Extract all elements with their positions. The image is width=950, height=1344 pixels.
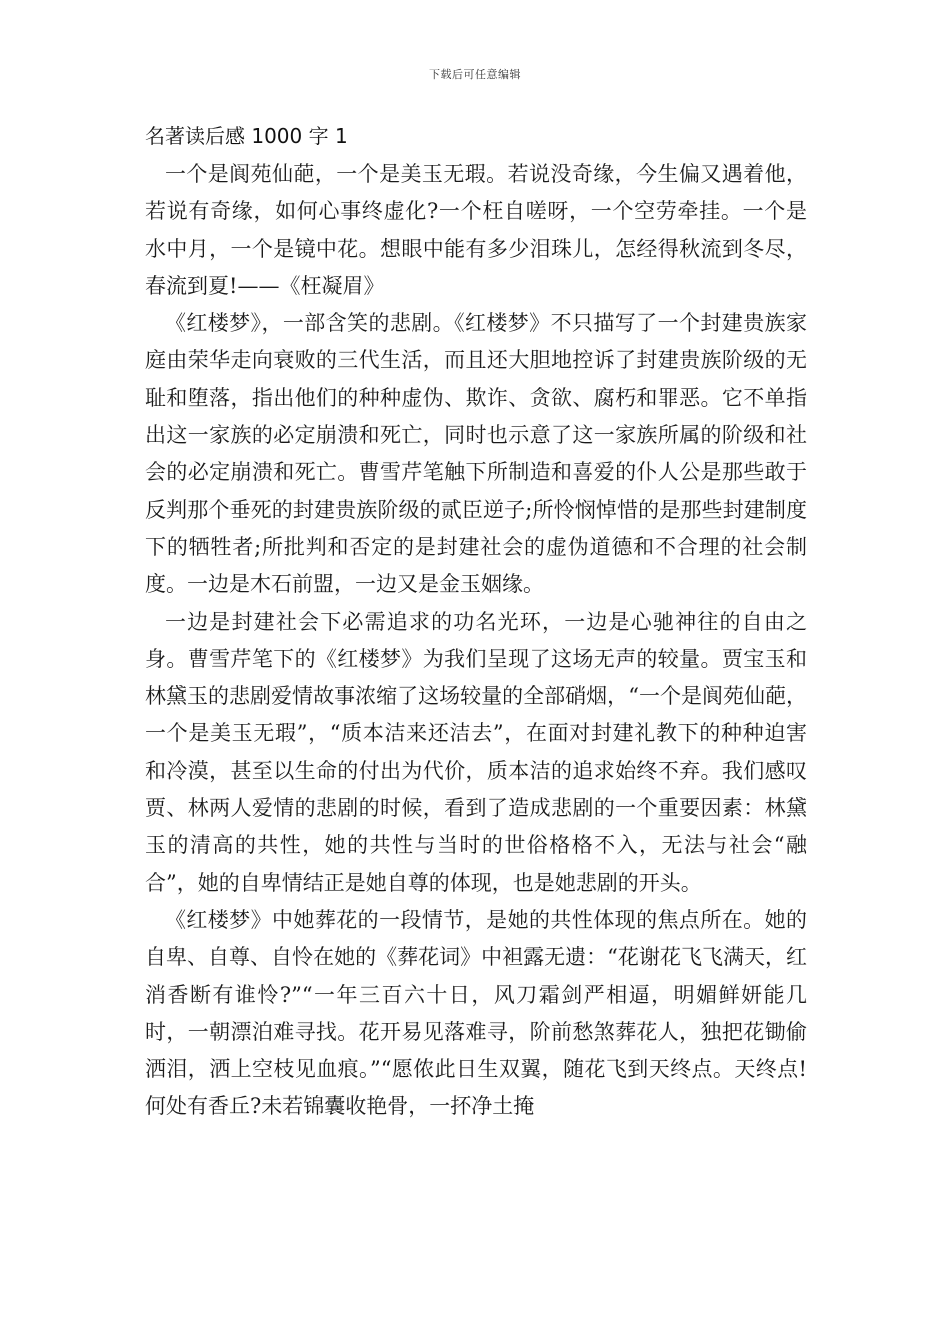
paragraph-poem: 一个是阆苑仙葩，一个是美玉无瑕。若说没奇缘，今生偏又遇着他，若说有奇缘，如何心事终虚化?一个枉自嗟呀，一个空劳牵挂。一个是水中月，一个是镜中花。想眼中能有多少泪珠儿，怎经得秋流到冬尽，春流到夏!——《枉凝眉》	[145, 162, 807, 298]
document-body	[145, 118, 807, 1126]
page-header: 下载后可任意编辑	[429, 68, 521, 81]
paragraph-burial-flowers: 《红楼梦》中她葬花的一段情节，是她的共性体现的焦点所在。她的自卑、自尊、自怜在她的《葬花词》中袒露无遗：“花谢花飞飞满天，红消香断有谁怜?”“一年三百六十日，风刀霜剑严相逼，明媚鲜妍能几时，一朝漂泊难寻找。花开易见落难寻，阶前愁煞葬花人，独把花锄偷洒泪，洒上空枝见血痕。”“愿侬此日生双翼，随花飞到天终点。天终点!何处有香丘?未若锦囊收艳骨，一抔净土掩	[145, 907, 807, 1119]
paragraph-conflict: 一边是封建社会下必需追求的功名光环，一边是心驰神往的自由之身。曹雪芹笔下的《红楼梦》为我们呈现了这场无声的较量。贾宝玉和林黛玉的悲剧爱情故事浓缩了这场较量的全部硝烟，“一个是阆苑仙葩，一个是美玉无瑕”，“质本洁来还洁去”，在面对封建礼教下的种种迫害和冷漠，甚至以生命的付出为代价，质本洁的追求始终不弃。我们感叹贾、林两人爱情的悲剧的时候，看到了造成悲剧的一个重要因素：林黛玉的清高的共性，她的共性与当时的世俗格格不入，无法与社会“融合”，她的自卑情结正是她自尊的体现，也是她悲剧的开头。	[145, 609, 807, 895]
paragraph-intro: 《红楼梦》，一部含笑的悲剧。《红楼梦》不只描写了一个封建贵族家庭由荣华走向衰败的三代生活，而且还大胆地控诉了封建贵族阶级的无耻和堕落，指出他们的种种虚伪、欺诈、贪欲、腐朽和罪恶。它不单指出这一家族的必定崩溃和死亡，同时也示意了这一家族所属的阶级和社会的必定崩溃和死亡。曹雪芹笔触下所制造和喜爱的仆人公是那些敢于反判那个垂死的封建贵族阶级的贰臣逆子;所怜悯悼惜的是那些封建制度下的牺牲者;所批判和否定的是封建社会的虚伪道德和不合理的社会制度。一边是木石前盟，一边又是金玉姻缘。	[145, 311, 807, 597]
document-title: 名著读后感 1000 字 1	[145, 124, 348, 148]
